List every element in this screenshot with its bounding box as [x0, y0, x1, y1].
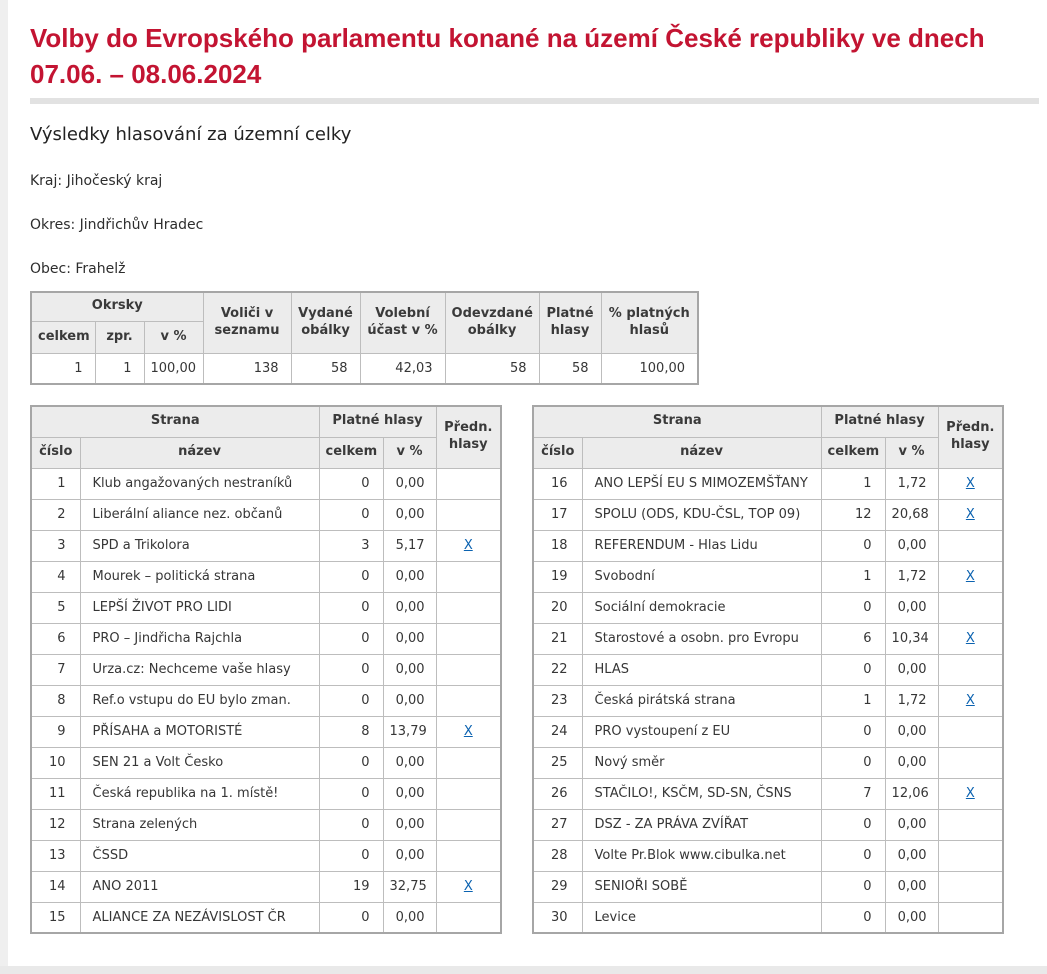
party-row — [533, 871, 1003, 902]
party-number: 20 — [533, 592, 582, 623]
party-name: SPOLU (ODS, KDU-ČSL, TOP 09) — [582, 499, 821, 530]
party-votes-percent: 0,00 — [885, 902, 938, 933]
preferential-votes-cell — [436, 561, 501, 592]
party-votes-percent: 12,06 — [885, 778, 938, 809]
party-name: HLAS — [582, 654, 821, 685]
preferential-votes-cell — [436, 716, 501, 747]
preferential-votes-cell — [938, 499, 1003, 530]
party-votes-total: 0 — [319, 902, 383, 933]
preferential-votes-cell — [938, 530, 1003, 561]
party-number: 24 — [533, 716, 582, 747]
party-number: 14 — [31, 871, 80, 902]
celkem-header: celkem — [821, 437, 885, 468]
party-name: Ref.o vstupu do EU bylo zman. — [80, 685, 319, 716]
page-left-margin — [0, 0, 8, 974]
party-votes-total: 1 — [821, 468, 885, 499]
preferential-votes-cell — [436, 840, 501, 871]
party-number: 6 — [31, 623, 80, 654]
okrsky-vpct-value: 100,00 — [144, 353, 203, 384]
obec-line: Obec: Frahelž — [30, 261, 126, 277]
volici-value: 138 — [203, 353, 291, 384]
party-votes-percent: 0,00 — [885, 809, 938, 840]
party-row — [31, 840, 501, 871]
party-votes-percent: 5,17 — [383, 530, 436, 561]
party-votes-total: 0 — [821, 809, 885, 840]
preferential-votes-cell — [436, 871, 501, 902]
party-votes-total: 12 — [821, 499, 885, 530]
party-votes-percent: 0,00 — [383, 809, 436, 840]
party-row — [533, 840, 1003, 871]
party-row — [31, 778, 501, 809]
party-number: 12 — [31, 809, 80, 840]
preferential-votes-cell — [938, 902, 1003, 933]
party-votes-total: 1 — [821, 561, 885, 592]
preferential-votes-cell — [436, 747, 501, 778]
party-results-table-left — [30, 405, 502, 934]
preferential-votes-link[interactable]: X — [965, 693, 975, 708]
preferential-votes-link[interactable]: X — [965, 476, 975, 491]
nazev-header: název — [582, 437, 821, 468]
party-number: 18 — [533, 530, 582, 561]
party-row — [533, 778, 1003, 809]
volebni-ucast-value: 42,03 — [360, 353, 445, 384]
party-votes-percent: 0,00 — [885, 530, 938, 561]
party-votes-total: 0 — [821, 840, 885, 871]
preferential-votes-cell — [938, 592, 1003, 623]
okres-line: Okres: Jindřichův Hradec — [30, 217, 204, 233]
party-votes-total: 1 — [821, 685, 885, 716]
party-name: Starostové a osobn. pro Evropu — [582, 623, 821, 654]
party-row — [31, 654, 501, 685]
preferential-votes-cell — [938, 716, 1003, 747]
party-number: 8 — [31, 685, 80, 716]
party-votes-percent: 13,79 — [383, 716, 436, 747]
party-number: 17 — [533, 499, 582, 530]
party-votes-total: 3 — [319, 530, 383, 561]
party-row — [533, 592, 1003, 623]
party-number: 27 — [533, 809, 582, 840]
party-row — [31, 685, 501, 716]
vpct-header: v % — [885, 437, 938, 468]
party-votes-percent: 0,00 — [383, 499, 436, 530]
party-votes-total: 8 — [319, 716, 383, 747]
party-name: Česká republika na 1. místě! — [80, 778, 319, 809]
preferential-votes-cell — [938, 654, 1003, 685]
okrsky-vpct-header: v % — [144, 321, 203, 353]
party-votes-percent: 1,72 — [885, 468, 938, 499]
party-row — [31, 902, 501, 933]
celkem-header: celkem — [319, 437, 383, 468]
party-row — [533, 716, 1003, 747]
preferential-votes-cell — [938, 809, 1003, 840]
party-votes-percent: 0,00 — [383, 840, 436, 871]
okrsky-celkem-header: celkem — [31, 321, 95, 353]
summary-values-row — [31, 353, 698, 384]
party-votes-percent: 1,72 — [885, 561, 938, 592]
party-row — [31, 530, 501, 561]
party-name: STAČILO!, KSČM, SD-SN, ČSNS — [582, 778, 821, 809]
party-row — [533, 685, 1003, 716]
preferential-votes-link[interactable]: X — [965, 507, 975, 522]
page-title-line2: 07.06. – 08.06.2024 — [30, 59, 262, 89]
preferential-votes-cell — [436, 530, 501, 561]
party-votes-percent: 0,00 — [885, 871, 938, 902]
party-number: 3 — [31, 530, 80, 561]
party-votes-total: 0 — [319, 654, 383, 685]
party-votes-percent: 0,00 — [383, 902, 436, 933]
turnout-summary-table — [30, 291, 699, 385]
preferential-votes-cell — [436, 902, 501, 933]
party-name: SEN 21 a Volt Česko — [80, 747, 319, 778]
party-row — [31, 592, 501, 623]
party-results-table-right — [532, 405, 1004, 934]
volici-header: Voliči v seznamu — [203, 292, 291, 353]
platne-hlasy-header: Platné hlasy — [539, 292, 601, 353]
vydane-obalky-header: Vydané obálky — [291, 292, 360, 353]
okrsky-zpr-value: 1 — [95, 353, 144, 384]
party-votes-total: 0 — [821, 654, 885, 685]
party-name: ANO 2011 — [80, 871, 319, 902]
party-name: Volte Pr.Blok www.cibulka.net — [582, 840, 821, 871]
okrsky-celkem-value: 1 — [31, 353, 95, 384]
party-name: ANO LEPŠÍ EU S MIMOZEMŠŤANY — [582, 468, 821, 499]
preferential-votes-cell — [938, 747, 1003, 778]
party-name: Levice — [582, 902, 821, 933]
preferential-votes-link[interactable]: X — [463, 879, 473, 894]
party-row — [31, 747, 501, 778]
party-number: 30 — [533, 902, 582, 933]
cislo-header: číslo — [533, 437, 582, 468]
party-votes-total: 0 — [319, 561, 383, 592]
predn-hlasy-header: Předn. hlasy — [938, 406, 1003, 468]
party-votes-percent: 0,00 — [383, 592, 436, 623]
preferential-votes-cell — [938, 468, 1003, 499]
page-title — [30, 20, 1047, 92]
party-number: 25 — [533, 747, 582, 778]
predn-hlasy-header: Předn. hlasy — [436, 406, 501, 468]
party-votes-total: 0 — [821, 716, 885, 747]
party-name: Sociální demokracie — [582, 592, 821, 623]
preferential-votes-cell — [436, 499, 501, 530]
preferential-votes-cell — [436, 623, 501, 654]
party-votes-percent: 0,00 — [383, 468, 436, 499]
party-number: 4 — [31, 561, 80, 592]
preferential-votes-link[interactable]: X — [965, 569, 975, 584]
party-votes-percent: 0,00 — [383, 747, 436, 778]
party-votes-total: 19 — [319, 871, 383, 902]
party-name: Klub angažovaných nestraníků — [80, 468, 319, 499]
party-votes-total: 0 — [319, 468, 383, 499]
party-number: 5 — [31, 592, 80, 623]
party-number: 22 — [533, 654, 582, 685]
preferential-votes-cell — [436, 778, 501, 809]
preferential-votes-cell — [436, 468, 501, 499]
party-number: 23 — [533, 685, 582, 716]
preferential-votes-cell — [938, 840, 1003, 871]
okrsky-zpr-header: zpr. — [95, 321, 144, 353]
party-name: PRO vystoupení z EU — [582, 716, 821, 747]
preferential-votes-link[interactable]: X — [965, 631, 975, 646]
title-divider — [30, 98, 1039, 104]
party-votes-total: 0 — [319, 747, 383, 778]
party-votes-percent: 0,00 — [885, 840, 938, 871]
party-name: PRO – Jindřicha Rajchla — [80, 623, 319, 654]
preferential-votes-link[interactable]: X — [463, 724, 473, 739]
party-row — [533, 623, 1003, 654]
preferential-votes-cell — [938, 561, 1003, 592]
party-votes-percent: 20,68 — [885, 499, 938, 530]
party-number: 28 — [533, 840, 582, 871]
kraj-line: Kraj: Jihočeský kraj — [30, 173, 163, 189]
party-votes-total: 0 — [319, 623, 383, 654]
preferential-votes-cell — [938, 778, 1003, 809]
election-results-page — [8, 0, 1047, 966]
party-row — [533, 499, 1003, 530]
party-votes-percent: 0,00 — [885, 654, 938, 685]
preferential-votes-cell — [436, 654, 501, 685]
nazev-header: název — [80, 437, 319, 468]
party-row — [31, 561, 501, 592]
party-row — [533, 809, 1003, 840]
party-name: SPD a Trikolora — [80, 530, 319, 561]
section-title: Výsledky hlasování za územní celky — [30, 124, 352, 145]
party-votes-percent: 1,72 — [885, 685, 938, 716]
party-votes-percent: 0,00 — [885, 716, 938, 747]
party-number: 13 — [31, 840, 80, 871]
party-votes-percent: 32,75 — [383, 871, 436, 902]
party-row — [31, 809, 501, 840]
party-votes-percent: 10,34 — [885, 623, 938, 654]
party-votes-total: 0 — [319, 840, 383, 871]
party-votes-total: 0 — [319, 809, 383, 840]
party-name: Česká pirátská strana — [582, 685, 821, 716]
page-title-line1: Volby do Evropského parlamentu konané na území České republiky ve dnech — [30, 23, 985, 53]
party-votes-percent: 0,00 — [383, 685, 436, 716]
party-votes-total: 0 — [821, 871, 885, 902]
pct-platnych-header: % platných hlasů — [601, 292, 698, 353]
party-name: SENIOŘI SOBĚ — [582, 871, 821, 902]
party-name: ALIANCE ZA NEZÁVISLOST ČR — [80, 902, 319, 933]
party-row — [533, 468, 1003, 499]
vydane-obalky-value: 58 — [291, 353, 360, 384]
party-row — [533, 561, 1003, 592]
odevzdane-obalky-value: 58 — [445, 353, 539, 384]
party-name: Svobodní — [582, 561, 821, 592]
party-votes-percent: 0,00 — [383, 561, 436, 592]
platne-hlasy-group-header: Platné hlasy — [319, 406, 436, 437]
party-votes-total: 6 — [821, 623, 885, 654]
party-number: 26 — [533, 778, 582, 809]
party-name: PŘÍSAHA a MOTORISTÉ — [80, 716, 319, 747]
preferential-votes-cell — [436, 809, 501, 840]
party-number: 21 — [533, 623, 582, 654]
party-row — [533, 902, 1003, 933]
party-number: 19 — [533, 561, 582, 592]
party-votes-percent: 0,00 — [383, 623, 436, 654]
vpct-header: v % — [383, 437, 436, 468]
party-name: Strana zelených — [80, 809, 319, 840]
party-number: 2 — [31, 499, 80, 530]
party-votes-total: 0 — [821, 747, 885, 778]
odevzdane-obalky-header: Odevzdané obálky — [445, 292, 539, 353]
party-row — [533, 654, 1003, 685]
party-votes-total: 7 — [821, 778, 885, 809]
party-votes-percent: 0,00 — [885, 592, 938, 623]
party-votes-total: 0 — [319, 592, 383, 623]
party-row — [533, 530, 1003, 561]
party-row — [31, 468, 501, 499]
party-name: LEPŠÍ ŽIVOT PRO LIDI — [80, 592, 319, 623]
preferential-votes-cell — [938, 871, 1003, 902]
party-row — [31, 623, 501, 654]
preferential-votes-cell — [938, 623, 1003, 654]
party-number: 16 — [533, 468, 582, 499]
preferential-votes-cell — [436, 685, 501, 716]
party-number: 15 — [31, 902, 80, 933]
party-name: DSZ - ZA PRÁVA ZVÍŘAT — [582, 809, 821, 840]
preferential-votes-link[interactable]: X — [463, 538, 473, 553]
platne-hlasy-group-header: Platné hlasy — [821, 406, 938, 437]
strana-group-header: Strana — [533, 406, 821, 437]
party-votes-percent: 0,00 — [383, 778, 436, 809]
party-number: 11 — [31, 778, 80, 809]
party-name: REFERENDUM - Hlas Lidu — [582, 530, 821, 561]
party-number: 29 — [533, 871, 582, 902]
party-votes-total: 0 — [821, 902, 885, 933]
preferential-votes-cell — [938, 685, 1003, 716]
party-number: 10 — [31, 747, 80, 778]
party-name: Mourek – politická strana — [80, 561, 319, 592]
party-number: 9 — [31, 716, 80, 747]
party-row — [31, 716, 501, 747]
party-row — [533, 747, 1003, 778]
party-name: Urza.cz: Nechceme vaše hlasy — [80, 654, 319, 685]
party-votes-total: 0 — [821, 530, 885, 561]
strana-group-header: Strana — [31, 406, 319, 437]
volebni-ucast-header: Volební účast v % — [360, 292, 445, 353]
page-bottom-margin — [0, 966, 1047, 974]
party-rows-left — [31, 468, 501, 933]
party-rows-right — [533, 468, 1003, 933]
party-name: Liberální aliance nez. občanů — [80, 499, 319, 530]
preferential-votes-cell — [436, 592, 501, 623]
party-number: 1 — [31, 468, 80, 499]
preferential-votes-link[interactable]: X — [965, 786, 975, 801]
platne-hlasy-value: 58 — [539, 353, 601, 384]
party-votes-total: 0 — [319, 685, 383, 716]
cislo-header: číslo — [31, 437, 80, 468]
party-votes-percent: 0,00 — [885, 747, 938, 778]
party-number: 7 — [31, 654, 80, 685]
party-row — [31, 499, 501, 530]
party-name: ČSSD — [80, 840, 319, 871]
party-votes-percent: 0,00 — [383, 654, 436, 685]
party-tables-container — [30, 405, 1047, 934]
party-row — [31, 871, 501, 902]
okrsky-group-header: Okrsky — [31, 292, 203, 321]
pct-platnych-value: 100,00 — [601, 353, 698, 384]
party-votes-total: 0 — [319, 778, 383, 809]
party-votes-total: 0 — [821, 592, 885, 623]
party-name: Nový směr — [582, 747, 821, 778]
party-votes-total: 0 — [319, 499, 383, 530]
